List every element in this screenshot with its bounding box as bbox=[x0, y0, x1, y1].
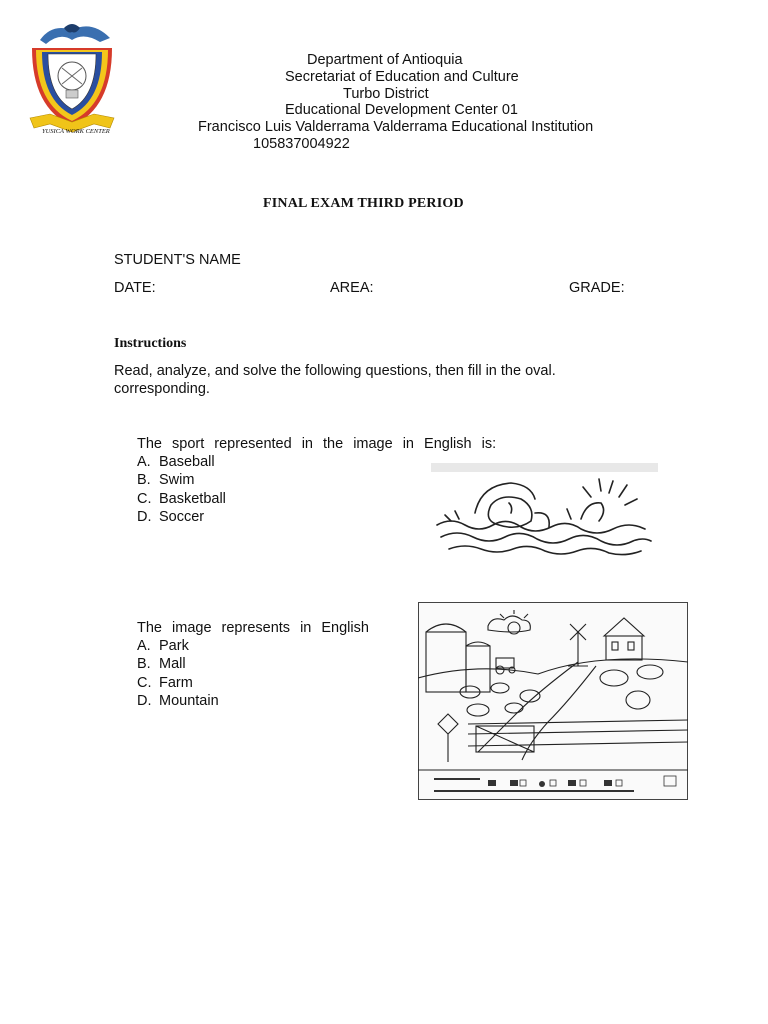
instructions-line-1: Read, analyze, and solve the following questions, then fill in the oval. bbox=[114, 363, 556, 379]
question-2-option-c[interactable] bbox=[137, 674, 219, 692]
question-2-option-d[interactable] bbox=[137, 692, 219, 710]
question-1-option-b[interactable] bbox=[137, 471, 226, 489]
option-letter: C. bbox=[137, 490, 152, 507]
question-2-stem: The image represents in English bbox=[137, 620, 369, 636]
swimmer-drawing-icon bbox=[431, 463, 658, 559]
area-label: AREA: bbox=[330, 280, 374, 296]
student-name-label: STUDENT'S NAME bbox=[114, 252, 241, 268]
header-line-code: 105837004922 bbox=[253, 136, 350, 152]
question-1-option-a[interactable] bbox=[137, 453, 226, 471]
grade-label: GRADE: bbox=[569, 280, 625, 296]
question-2-options bbox=[137, 637, 219, 710]
option-letter: A. bbox=[137, 638, 151, 654]
option-text: Mountain bbox=[159, 692, 219, 709]
option-text: Basketball bbox=[159, 490, 226, 507]
farm-drawing-icon bbox=[418, 602, 688, 800]
question-2-option-b[interactable] bbox=[137, 655, 219, 673]
instructions-line-2: corresponding. bbox=[114, 381, 210, 397]
exam-title: FINAL EXAM THIRD PERIOD bbox=[263, 196, 464, 211]
option-text: Soccer bbox=[159, 508, 205, 525]
swimmer-image bbox=[431, 463, 658, 559]
question-2-option-a[interactable] bbox=[137, 637, 219, 655]
question-1-option-c[interactable] bbox=[137, 490, 226, 508]
question-1-option-d[interactable] bbox=[137, 508, 226, 526]
option-letter: A. bbox=[137, 454, 151, 470]
option-text: Farm bbox=[159, 674, 193, 691]
date-label: DATE: bbox=[114, 280, 156, 296]
header-line-institution: Francisco Luis Valderrama Valderrama Educational Institution bbox=[198, 119, 594, 135]
instructions-heading: Instructions bbox=[114, 336, 187, 351]
seal-caption: YUSICA WORK CENTER bbox=[42, 128, 110, 135]
school-seal bbox=[22, 18, 122, 138]
school-seal-icon bbox=[22, 18, 122, 138]
option-letter: B. bbox=[137, 472, 151, 489]
option-text: Baseball bbox=[159, 454, 215, 470]
header-line-department: Department of Antioquia bbox=[307, 52, 463, 68]
farm-image bbox=[418, 602, 688, 800]
question-1-stem: The sport represented in the image in English is: bbox=[137, 436, 497, 452]
header-line-center: Educational Development Center 01 bbox=[285, 102, 518, 118]
option-text: Mall bbox=[159, 656, 186, 673]
question-1-options bbox=[137, 453, 226, 526]
option-text: Swim bbox=[159, 472, 195, 489]
header-line-district: Turbo District bbox=[343, 86, 429, 102]
option-letter: B. bbox=[137, 656, 151, 673]
option-letter: C. bbox=[137, 674, 152, 691]
option-letter: D. bbox=[137, 508, 152, 525]
option-letter: D. bbox=[137, 692, 152, 709]
header-line-secretariat: Secretariat of Education and Culture bbox=[285, 69, 519, 85]
option-text: Park bbox=[159, 638, 189, 654]
